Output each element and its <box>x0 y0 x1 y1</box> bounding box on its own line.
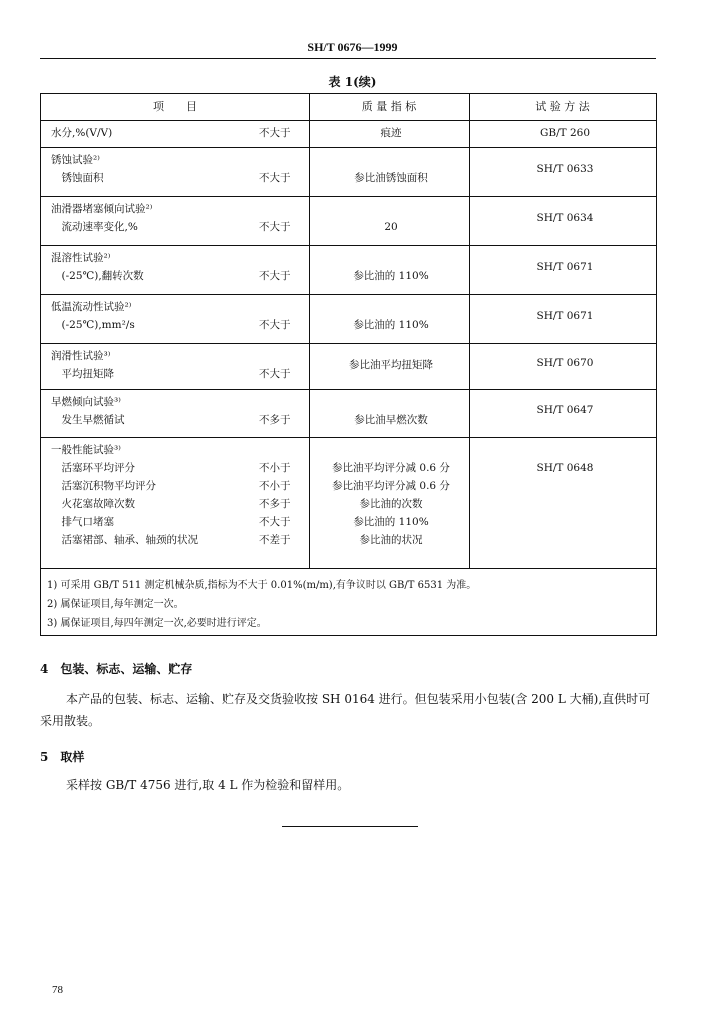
quality-index-value: 参比油的 110% <box>353 270 429 282</box>
limit-qualifier: 不大于 <box>259 319 291 331</box>
standard-number-header: SH/T 0676—1999 <box>307 40 398 54</box>
quality-index-value: 参比油的状况 <box>359 534 423 546</box>
item-label: 活塞沉积物平均评分 <box>51 480 156 492</box>
quality-index-value: 参比油的次数 <box>359 498 423 510</box>
section-heading-packaging: 4 包装、标志、运输、贮存 <box>40 662 193 676</box>
quality-index-value: 痕迹 <box>380 127 402 139</box>
table-footnote: 2) 属保证项目,每年测定一次。 <box>47 599 184 610</box>
limit-qualifier: 不大于 <box>259 172 291 184</box>
page-number: 78 <box>52 984 63 996</box>
quality-index-value: 参比油平均扭矩降 <box>349 359 433 371</box>
quality-index-value: 参比油的 110% <box>353 319 429 331</box>
test-method: SH/T 0633 <box>536 162 594 175</box>
row-rule <box>41 437 656 438</box>
spec-table <box>40 93 657 636</box>
quality-index-value: 20 <box>384 221 398 233</box>
item-label: (-25℃),mm²/s <box>51 319 135 331</box>
limit-qualifier: 不差于 <box>259 534 291 546</box>
item-label: 活塞裙部、轴承、轴颈的状况 <box>51 534 198 546</box>
limit-qualifier: 不多于 <box>259 414 291 426</box>
test-method: GB/T 260 <box>539 127 591 139</box>
row-rule <box>41 147 656 148</box>
column-header-item: 项 目 <box>153 100 197 113</box>
test-method: SH/T 0671 <box>536 309 594 322</box>
footnote-rule <box>41 568 656 569</box>
row-rule <box>41 294 656 295</box>
table-footnote: 1) 可采用 GB/T 511 测定机械杂质,指标为不大于 0.01%(m/m),有争议时以 GB/T 6531 为准。 <box>47 580 477 591</box>
table-title: 表 1(续) <box>328 75 377 89</box>
item-label: 锈蚀面积 <box>51 172 104 184</box>
item-label: 火花塞故障次数 <box>51 498 135 510</box>
quality-index-value: 参比油早燃次数 <box>354 414 428 426</box>
header-row-rule <box>41 120 656 121</box>
item-label: 锈蚀试验²⁾ <box>51 154 100 166</box>
test-method: SH/T 0648 <box>536 462 594 474</box>
quality-index-value: 参比油平均评分减 0.6 分 <box>332 462 450 474</box>
quality-index-value: 参比油平均评分减 0.6 分 <box>332 480 450 492</box>
limit-qualifier: 不大于 <box>259 516 291 528</box>
test-method: SH/T 0670 <box>536 357 594 369</box>
test-method: SH/T 0647 <box>536 404 594 416</box>
item-label: 排气口堵塞 <box>51 516 114 528</box>
section-text-packaging: 本产品的包装、标志、运输、贮存及交货验收按 SH 0164 进行。但包装采用小包装(含 200 L 大桶),直供时可采用散装。 <box>40 692 651 728</box>
limit-qualifier: 不小于 <box>259 480 291 492</box>
limit-qualifier: 不大于 <box>259 221 291 233</box>
limit-qualifier: 不大于 <box>259 270 291 282</box>
row-rule <box>41 196 656 197</box>
item-label: 一般性能试验³⁾ <box>51 444 121 456</box>
row-rule <box>41 343 656 344</box>
item-label: 发生早燃循试 <box>51 414 125 426</box>
item-label: 水分,%(V/V) <box>51 127 113 139</box>
section-heading-sampling: 5 取样 <box>40 750 85 764</box>
item-label: 流动速率变化,% <box>51 221 138 233</box>
limit-qualifier: 不多于 <box>259 498 291 510</box>
test-method: SH/T 0671 <box>536 260 594 273</box>
row-rule <box>41 245 656 246</box>
item-label: 早燃倾向试验³⁾ <box>51 396 121 408</box>
table-footnote: 3) 属保证项目,每四年测定一次,必要时进行评定。 <box>47 618 267 629</box>
limit-qualifier: 不大于 <box>259 127 291 139</box>
row-rule <box>41 389 656 390</box>
item-label: 活塞环平均评分 <box>51 462 135 474</box>
limit-qualifier: 不大于 <box>259 368 291 380</box>
limit-qualifier: 不小于 <box>259 462 291 474</box>
item-label: 油滑器堵塞倾向试验²⁾ <box>51 203 153 215</box>
quality-index-value: 参比油的 110% <box>353 516 429 528</box>
column-header-index: 质 量 指 标 <box>361 100 417 113</box>
quality-index-value: 参比油锈蚀面积 <box>354 172 428 184</box>
test-method: SH/T 0634 <box>536 211 594 224</box>
item-label: (-25℃),翻转次数 <box>51 270 144 282</box>
end-of-standard-rule <box>282 826 418 827</box>
column-divider <box>309 94 310 568</box>
item-label: 混溶性试验²⁾ <box>51 252 111 264</box>
header-rule <box>40 58 656 59</box>
item-label: 润滑性试验³⁾ <box>51 350 111 362</box>
column-header-method: 试 验 方 法 <box>535 100 590 113</box>
item-label: 低温流动性试验²⁾ <box>51 301 132 313</box>
item-label: 平均扭矩降 <box>51 368 114 380</box>
section-text-sampling: 采样按 GB/T 4756 进行,取 4 L 作为检验和留样用。 <box>66 778 350 792</box>
